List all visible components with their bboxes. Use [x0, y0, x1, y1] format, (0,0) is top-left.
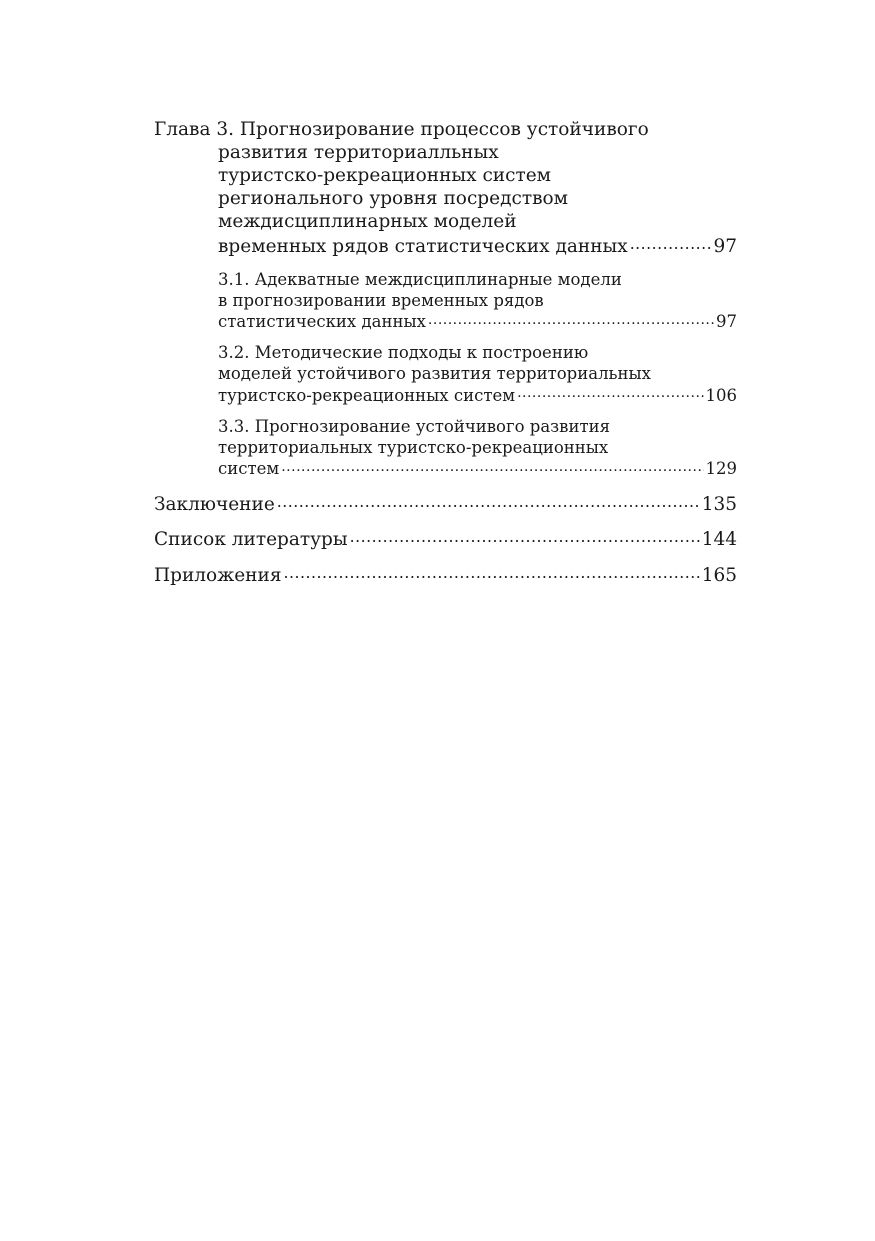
toc-chapter-line: развития территориалльных	[218, 142, 499, 163]
toc-chapter-title-continuation	[154, 141, 737, 258]
dot-leader	[517, 384, 703, 401]
dot-leader	[284, 562, 700, 581]
toc-entry-title: Заключение	[154, 493, 275, 515]
dot-leader	[428, 311, 714, 328]
toc-section-line: 3.1. Адекватные междисциплинарные модели	[218, 269, 622, 289]
toc-section-line: туристско-рекреационных систем	[218, 385, 516, 405]
toc-page-number: 97	[716, 312, 737, 331]
toc-appendices[interactable]	[154, 562, 737, 587]
table-of-contents	[154, 118, 737, 587]
toc-section-last-line	[218, 311, 737, 333]
dot-leader	[630, 233, 712, 252]
toc-section-line: в прогнозировании временных рядов	[218, 290, 544, 310]
toc-chapter-line: временных рядов статистических данных	[218, 235, 628, 257]
toc-chapter-line: регионального уровня посредством	[218, 188, 569, 209]
toc-entry-title: Приложения	[154, 564, 282, 586]
toc-section-line: моделей устойчивого развития территориальных	[218, 364, 651, 383]
toc-conclusion[interactable]	[154, 491, 737, 516]
toc-section-3-3[interactable]	[154, 416, 737, 480]
toc-entry-title: Список литературы	[154, 529, 348, 550]
toc-chapter-title: Глава 3. Прогнозирование процессов устойчивого	[154, 119, 649, 140]
toc-chapter-title-line	[154, 118, 737, 141]
toc-page-number: 144	[701, 529, 737, 550]
toc-chapter-line: междисциплинарных моделей	[218, 211, 517, 232]
toc-page-number: 106	[705, 385, 737, 405]
toc-chapter-3[interactable]	[154, 118, 737, 258]
toc-section-line: 3.2. Методические подходы к построению	[218, 343, 589, 362]
dot-leader	[350, 527, 700, 546]
toc-section-last-line	[218, 458, 737, 480]
dot-leader	[281, 458, 703, 475]
toc-section-line: территориальных туристско-рекреационных	[218, 437, 609, 457]
toc-chapter-last-line	[218, 233, 737, 258]
toc-section-3-2[interactable]	[154, 342, 737, 406]
toc-section-3-1[interactable]	[154, 269, 737, 333]
toc-page-number: 165	[701, 564, 737, 586]
toc-section-line: 3.3. Прогнозирование устойчивого развития	[218, 416, 610, 436]
toc-page-number: 97	[713, 235, 737, 257]
toc-chapter-line: туристско-рекреационных систем	[218, 165, 552, 186]
toc-section-line: систем	[218, 459, 280, 478]
toc-section-last-line	[218, 384, 737, 406]
toc-references[interactable]	[154, 527, 737, 552]
toc-page-number: 135	[701, 493, 737, 515]
toc-section-line: статистических данных	[218, 312, 426, 331]
toc-page-number: 129	[705, 459, 737, 478]
dot-leader	[277, 491, 700, 510]
